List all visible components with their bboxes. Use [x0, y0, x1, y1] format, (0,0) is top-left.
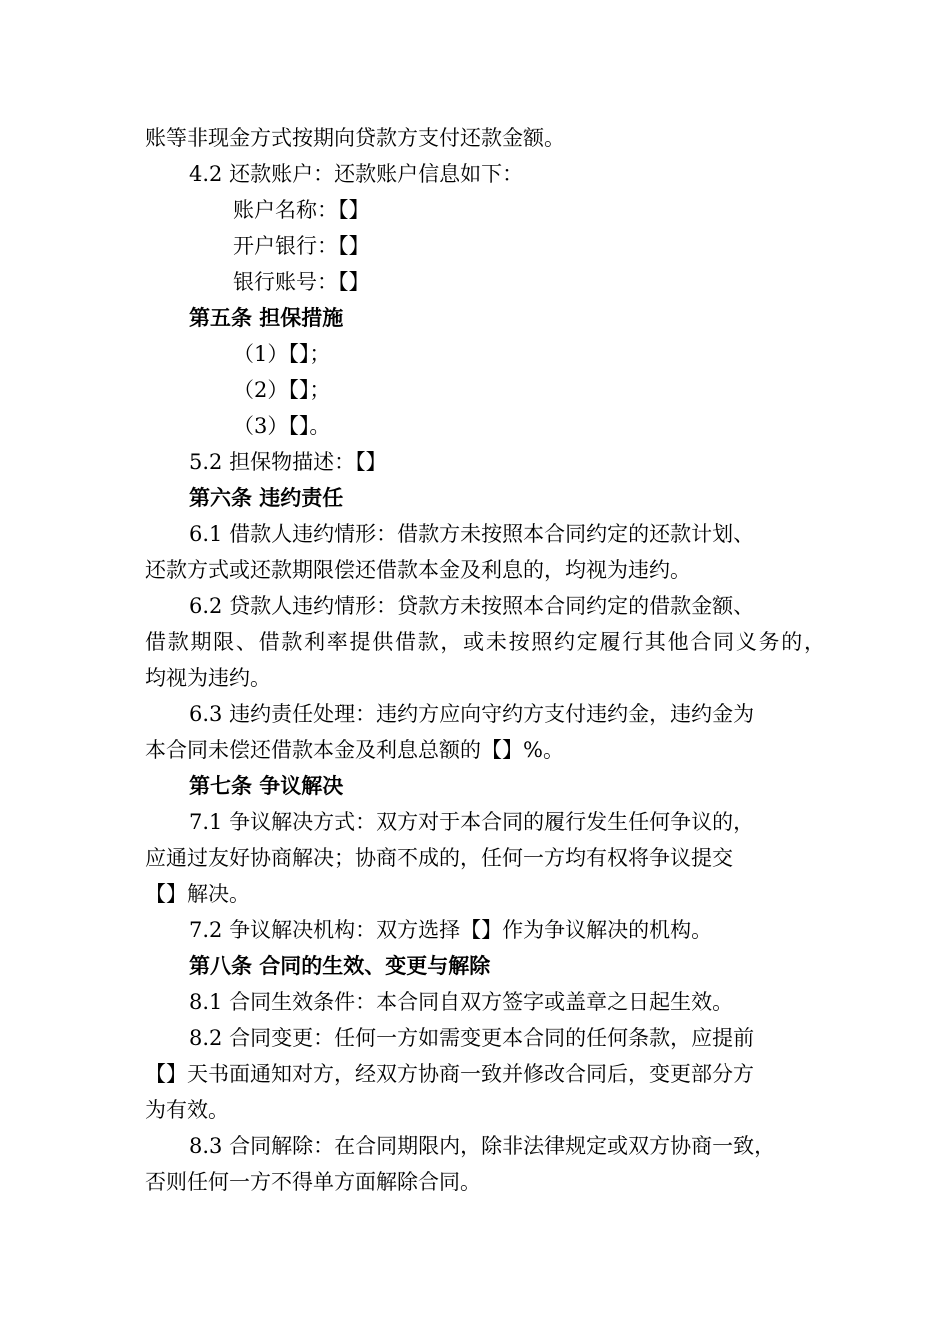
text-line: 8.1 合同生效条件：本合同自双方签字或盖章之日起生效。: [189, 990, 734, 1014]
text-line: 银行账号：【】: [233, 270, 370, 294]
section-heading: 第六条 违约责任: [189, 485, 344, 510]
text-line: 7.1 争议解决方式：双方对于本合同的履行发生任何争议的，: [189, 810, 755, 834]
text-line: 开户银行：【】: [233, 234, 370, 258]
text-line: 账等非现金方式按期向贷款方支付还款金额。: [145, 126, 565, 150]
text-line: 6.3 违约责任处理：违约方应向守约方支付违约金，违约金为: [189, 702, 755, 726]
text-line: 本合同未偿还借款本金及利息总额的【】%。: [145, 738, 564, 762]
section-heading: 第七条 争议解决: [189, 773, 344, 798]
text-line: 8.2 合同变更：任何一方如需变更本合同的任何条款，应提前: [189, 1026, 755, 1050]
text-line: 7.2 争议解决机构：双方选择【】作为争议解决的机构。: [189, 918, 713, 942]
text-line: 账户名称：【】: [233, 198, 370, 222]
text-line: 借款期限、借款利率提供借款，或未按照约定履行其他合同义务的，: [145, 630, 825, 654]
text-line: 6.1 借款人违约情形：借款方未按照本合同约定的还款计划、: [189, 522, 755, 546]
section-heading: 第五条 担保措施: [189, 305, 344, 330]
text-line: 4.2 还款账户：还款账户信息如下：: [189, 162, 524, 186]
text-line: 应通过友好协商解决；协商不成的，任何一方均有权将争议提交: [145, 846, 733, 870]
text-line: 【】解决。: [145, 882, 250, 906]
text-line: 【】天书面通知对方，经双方协商一致并修改合同后，变更部分方: [145, 1062, 754, 1086]
section-heading: 第八条 合同的生效、变更与解除: [189, 953, 491, 978]
text-line: 6.2 贷款人违约情形：贷款方未按照本合同约定的借款金额、: [189, 594, 755, 618]
text-line: 均视为违约。: [145, 666, 271, 690]
text-line: 为有效。: [145, 1098, 229, 1122]
text-line: （2）【】；: [233, 378, 331, 402]
text-line: 5.2 担保物描述：【】: [189, 450, 387, 474]
text-line: 否则任何一方不得单方面解除合同。: [145, 1170, 481, 1194]
text-line: 8.3 合同解除：在合同期限内，除非法律规定或双方协商一致，: [189, 1134, 776, 1158]
text-line: （3）【】。: [233, 414, 331, 438]
text-line: 还款方式或还款期限偿还借款本金及利息的，均视为违约。: [145, 558, 691, 582]
text-line: （1）【】；: [233, 342, 331, 366]
